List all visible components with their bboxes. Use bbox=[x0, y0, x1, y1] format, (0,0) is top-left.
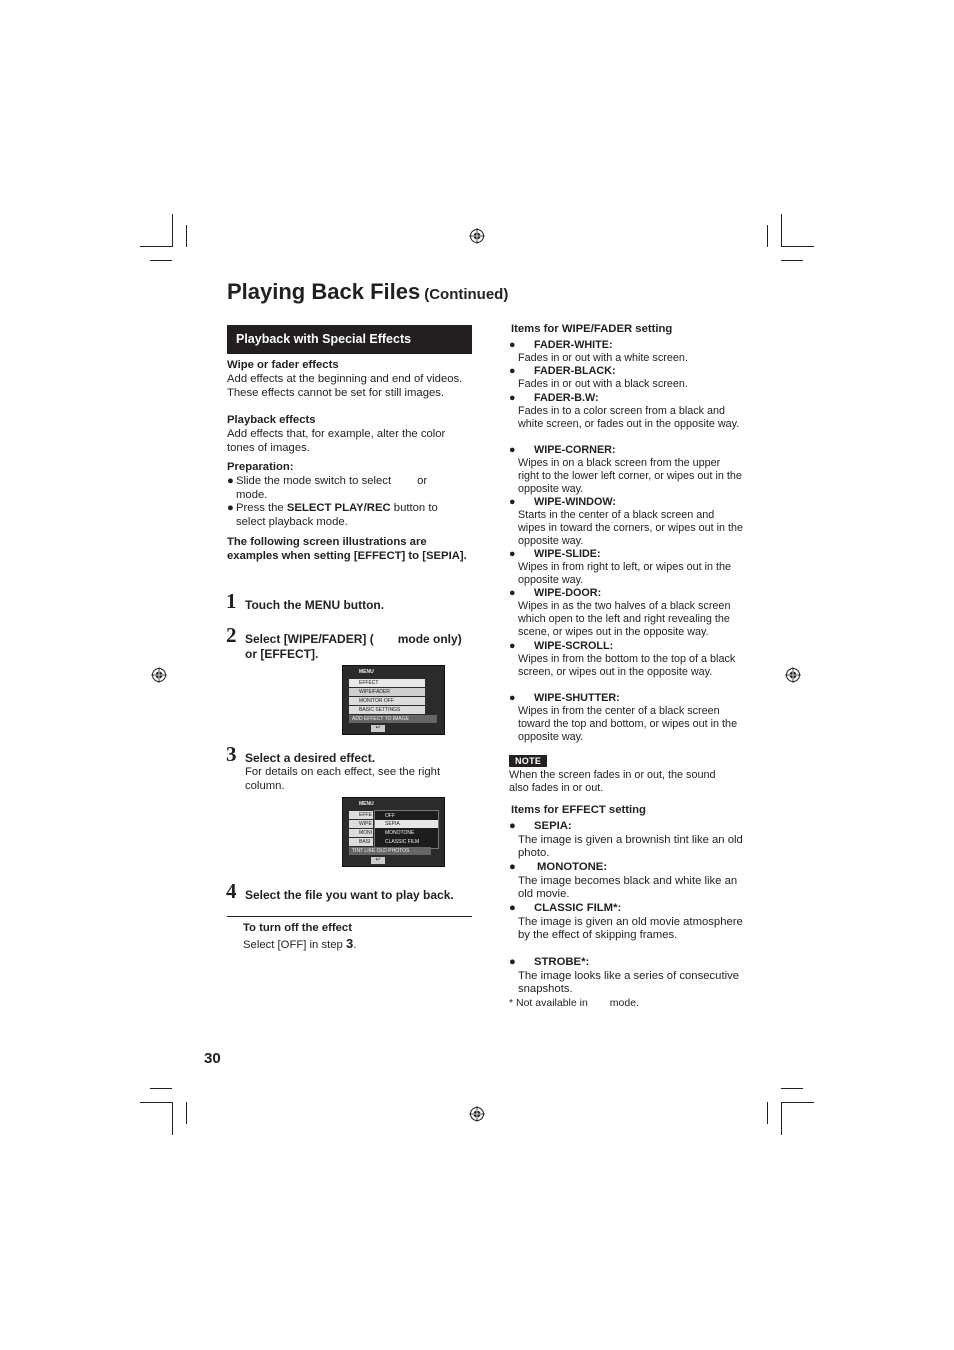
wipe-item: ● WIPE-SCROLL: Wipes in from the bottom to the top of a black screen, or wipes out in the opposite way. bbox=[509, 640, 736, 678]
crop-mark bbox=[150, 260, 172, 261]
bullet-icon: ● bbox=[227, 502, 234, 514]
effect-item: ● MONOTONE: The image becomes black and white like an old movie. bbox=[509, 861, 738, 901]
screen2-option-monotone: MONOTONE bbox=[385, 830, 415, 836]
bullet-icon: ● bbox=[509, 692, 516, 704]
registration-mark-icon bbox=[151, 667, 167, 683]
crop-mark bbox=[150, 1088, 172, 1089]
screen2-menu-title: MENU bbox=[359, 801, 374, 807]
screen2-row-left: BASI bbox=[349, 838, 373, 846]
screen2-footer: TINT LIKE OLD PHOTOS bbox=[349, 847, 431, 855]
bullet-icon: ● bbox=[509, 902, 516, 914]
screen1-row-effect: EFFECT bbox=[349, 679, 425, 687]
crop-mark bbox=[767, 225, 768, 247]
wipe-body: Add effects at the beginning and end of videos. These effects cannot be set for still images. bbox=[227, 373, 463, 399]
step-3-text: Select a desired effect. bbox=[245, 751, 376, 765]
section-heading-bar: Playback with Special Effects bbox=[227, 325, 472, 354]
return-arrow-icon: ↩ bbox=[371, 725, 385, 732]
prep-bullet-1 bbox=[227, 475, 467, 502]
crop-mark bbox=[781, 1102, 782, 1135]
screen1-footer: ADD EFFECT TO IMAGE bbox=[349, 715, 437, 723]
preparation-heading: Preparation: bbox=[227, 461, 294, 473]
screen2-row-left: EFFE bbox=[349, 811, 373, 819]
playback-body: Add effects that, for example, alter the color tones of images. bbox=[227, 428, 446, 454]
menu-screen-illustration-2 bbox=[342, 797, 445, 867]
crop-mark bbox=[781, 214, 782, 247]
step-2-number: 2 bbox=[226, 623, 237, 647]
prep-bullet-1-text: Slide the mode switch to select or mode. bbox=[236, 475, 428, 501]
screen1-row-wipefader: WIPE/FADER bbox=[349, 688, 425, 696]
turn-off-heading: To turn off the effect bbox=[243, 922, 352, 934]
wipe-item: ● FADER-B.W: Fades in to a color screen from a black and white screen, or fades out in the opposite way. bbox=[509, 392, 740, 430]
step-2-text: Select [WIPE/FADER] ( mode only) or [EFFECT]. bbox=[245, 632, 462, 661]
registration-mark-icon bbox=[469, 228, 485, 244]
wipe-item: ● FADER-WHITE: Fades in or out with a white screen. bbox=[509, 339, 688, 364]
bullet-icon: ● bbox=[227, 475, 234, 487]
divider bbox=[227, 916, 472, 917]
crop-mark bbox=[767, 1102, 768, 1124]
bullet-icon: ● bbox=[509, 339, 516, 351]
screen2-option-sepia: SEPIA bbox=[375, 820, 438, 828]
page-title-text: Playing Back Files bbox=[227, 279, 421, 304]
screen1-menu-title: MENU bbox=[359, 669, 374, 675]
crop-mark bbox=[781, 260, 803, 261]
note-badge: NOTE bbox=[509, 755, 547, 767]
effect-items-heading: Items for EFFECT setting bbox=[511, 804, 646, 816]
bullet-icon: ● bbox=[509, 640, 516, 652]
bullet-icon: ● bbox=[509, 820, 516, 832]
bullet-icon: ● bbox=[509, 392, 516, 404]
bullet-icon: ● bbox=[509, 587, 516, 599]
effect-item: ● STROBE*: The image looks like a series of consecutive snapshots. bbox=[509, 956, 740, 996]
crop-mark bbox=[140, 246, 173, 247]
crop-mark bbox=[140, 1102, 173, 1103]
screen2-options-panel bbox=[374, 810, 439, 849]
screen2-option-off: OFF bbox=[385, 813, 395, 819]
page-number: 30 bbox=[204, 1050, 221, 1067]
wipe-item: ● WIPE-SHUTTER: Wipes in from the center of a black screen toward the top and bottom, or wipes out in the opposite way. bbox=[509, 692, 738, 743]
wipe-item: ● WIPE-SLIDE: Wipes in from right to left, or wipes out in the opposite way. bbox=[509, 548, 732, 586]
prep-bullet-2 bbox=[227, 502, 467, 529]
wipe-item: ● FADER-BLACK: Fades in or out with a black screen. bbox=[509, 365, 688, 390]
wipe-item: ● WIPE-DOOR: Wipes in as the two halves of a black screen which open to the left and right revealing the scene, or wipes out in the opposite way. bbox=[509, 587, 731, 638]
wipe-item: ● WIPE-CORNER: Wipes in on a black screen from the upper right to the lower left corner, or wipes out in the opposite way. bbox=[509, 444, 742, 495]
crop-mark bbox=[186, 1102, 187, 1124]
playback-heading: Playback effects bbox=[227, 414, 316, 426]
step-1-number: 1 bbox=[226, 589, 237, 613]
screen1-row-basic: BASIC SETTINGS bbox=[349, 706, 425, 714]
crop-mark bbox=[172, 214, 173, 247]
bullet-icon: ● bbox=[509, 496, 516, 508]
step-1-text: Touch the MENU button. bbox=[245, 598, 385, 612]
wipe-items-heading: Items for WIPE/FADER setting bbox=[511, 323, 673, 335]
crop-mark bbox=[186, 225, 187, 247]
effect-item: ● CLASSIC FILM*: The image is given an old movie atmosphere by the effect of skipping frames. bbox=[509, 902, 743, 942]
bullet-icon: ● bbox=[509, 956, 516, 968]
crop-mark bbox=[781, 246, 814, 247]
page-title-continued: (Continued) bbox=[424, 286, 509, 303]
note-text: When the screen fades in or out, the sound also fades in or out. bbox=[509, 769, 716, 794]
bullet-icon: ● bbox=[509, 861, 516, 873]
wipe-item: ● WIPE-WINDOW: Starts in the center of a black screen and wipes in toward the corners, or wipes out in the opposite way. bbox=[509, 496, 744, 547]
effect-item: ● SEPIA: The image is given a brownish tint like an old photo. bbox=[509, 820, 743, 860]
wipe-heading: Wipe or fader effects bbox=[227, 359, 339, 371]
return-arrow-icon: ↩ bbox=[371, 857, 385, 864]
registration-mark-icon bbox=[785, 667, 801, 683]
screen2-row-left: MONI bbox=[349, 829, 373, 837]
bullet-icon: ● bbox=[509, 365, 516, 377]
screen2-row-left: WIPE bbox=[349, 820, 373, 828]
menu-screen-illustration-1 bbox=[342, 665, 445, 735]
crop-mark bbox=[172, 1102, 173, 1135]
turn-off-body: Select [OFF] in step 3. bbox=[243, 936, 357, 951]
crop-mark bbox=[781, 1088, 803, 1089]
illustration-note: The following screen illustrations are examples when setting [EFFECT] to [SEPIA]. bbox=[227, 536, 467, 562]
step-4-text: Select the file you want to play back. bbox=[245, 888, 454, 902]
crop-mark bbox=[781, 1102, 814, 1103]
step-4-number: 4 bbox=[226, 879, 237, 903]
step-3-number: 3 bbox=[226, 742, 237, 766]
prep-bullet-2-text: Press the SELECT PLAY/REC button to select playback mode. bbox=[236, 502, 438, 528]
bullet-icon: ● bbox=[509, 548, 516, 560]
registration-mark-icon bbox=[469, 1106, 485, 1122]
footnote: * Not available in mode. bbox=[509, 997, 639, 1009]
screen1-row-monitor: MONITOR OFF bbox=[349, 697, 425, 705]
page-title bbox=[227, 279, 508, 305]
screen2-option-classic: CLASSIC FILM bbox=[385, 839, 420, 845]
step-3-subtext: For details on each effect, see the right column. bbox=[245, 766, 441, 792]
bullet-icon: ● bbox=[509, 444, 516, 456]
